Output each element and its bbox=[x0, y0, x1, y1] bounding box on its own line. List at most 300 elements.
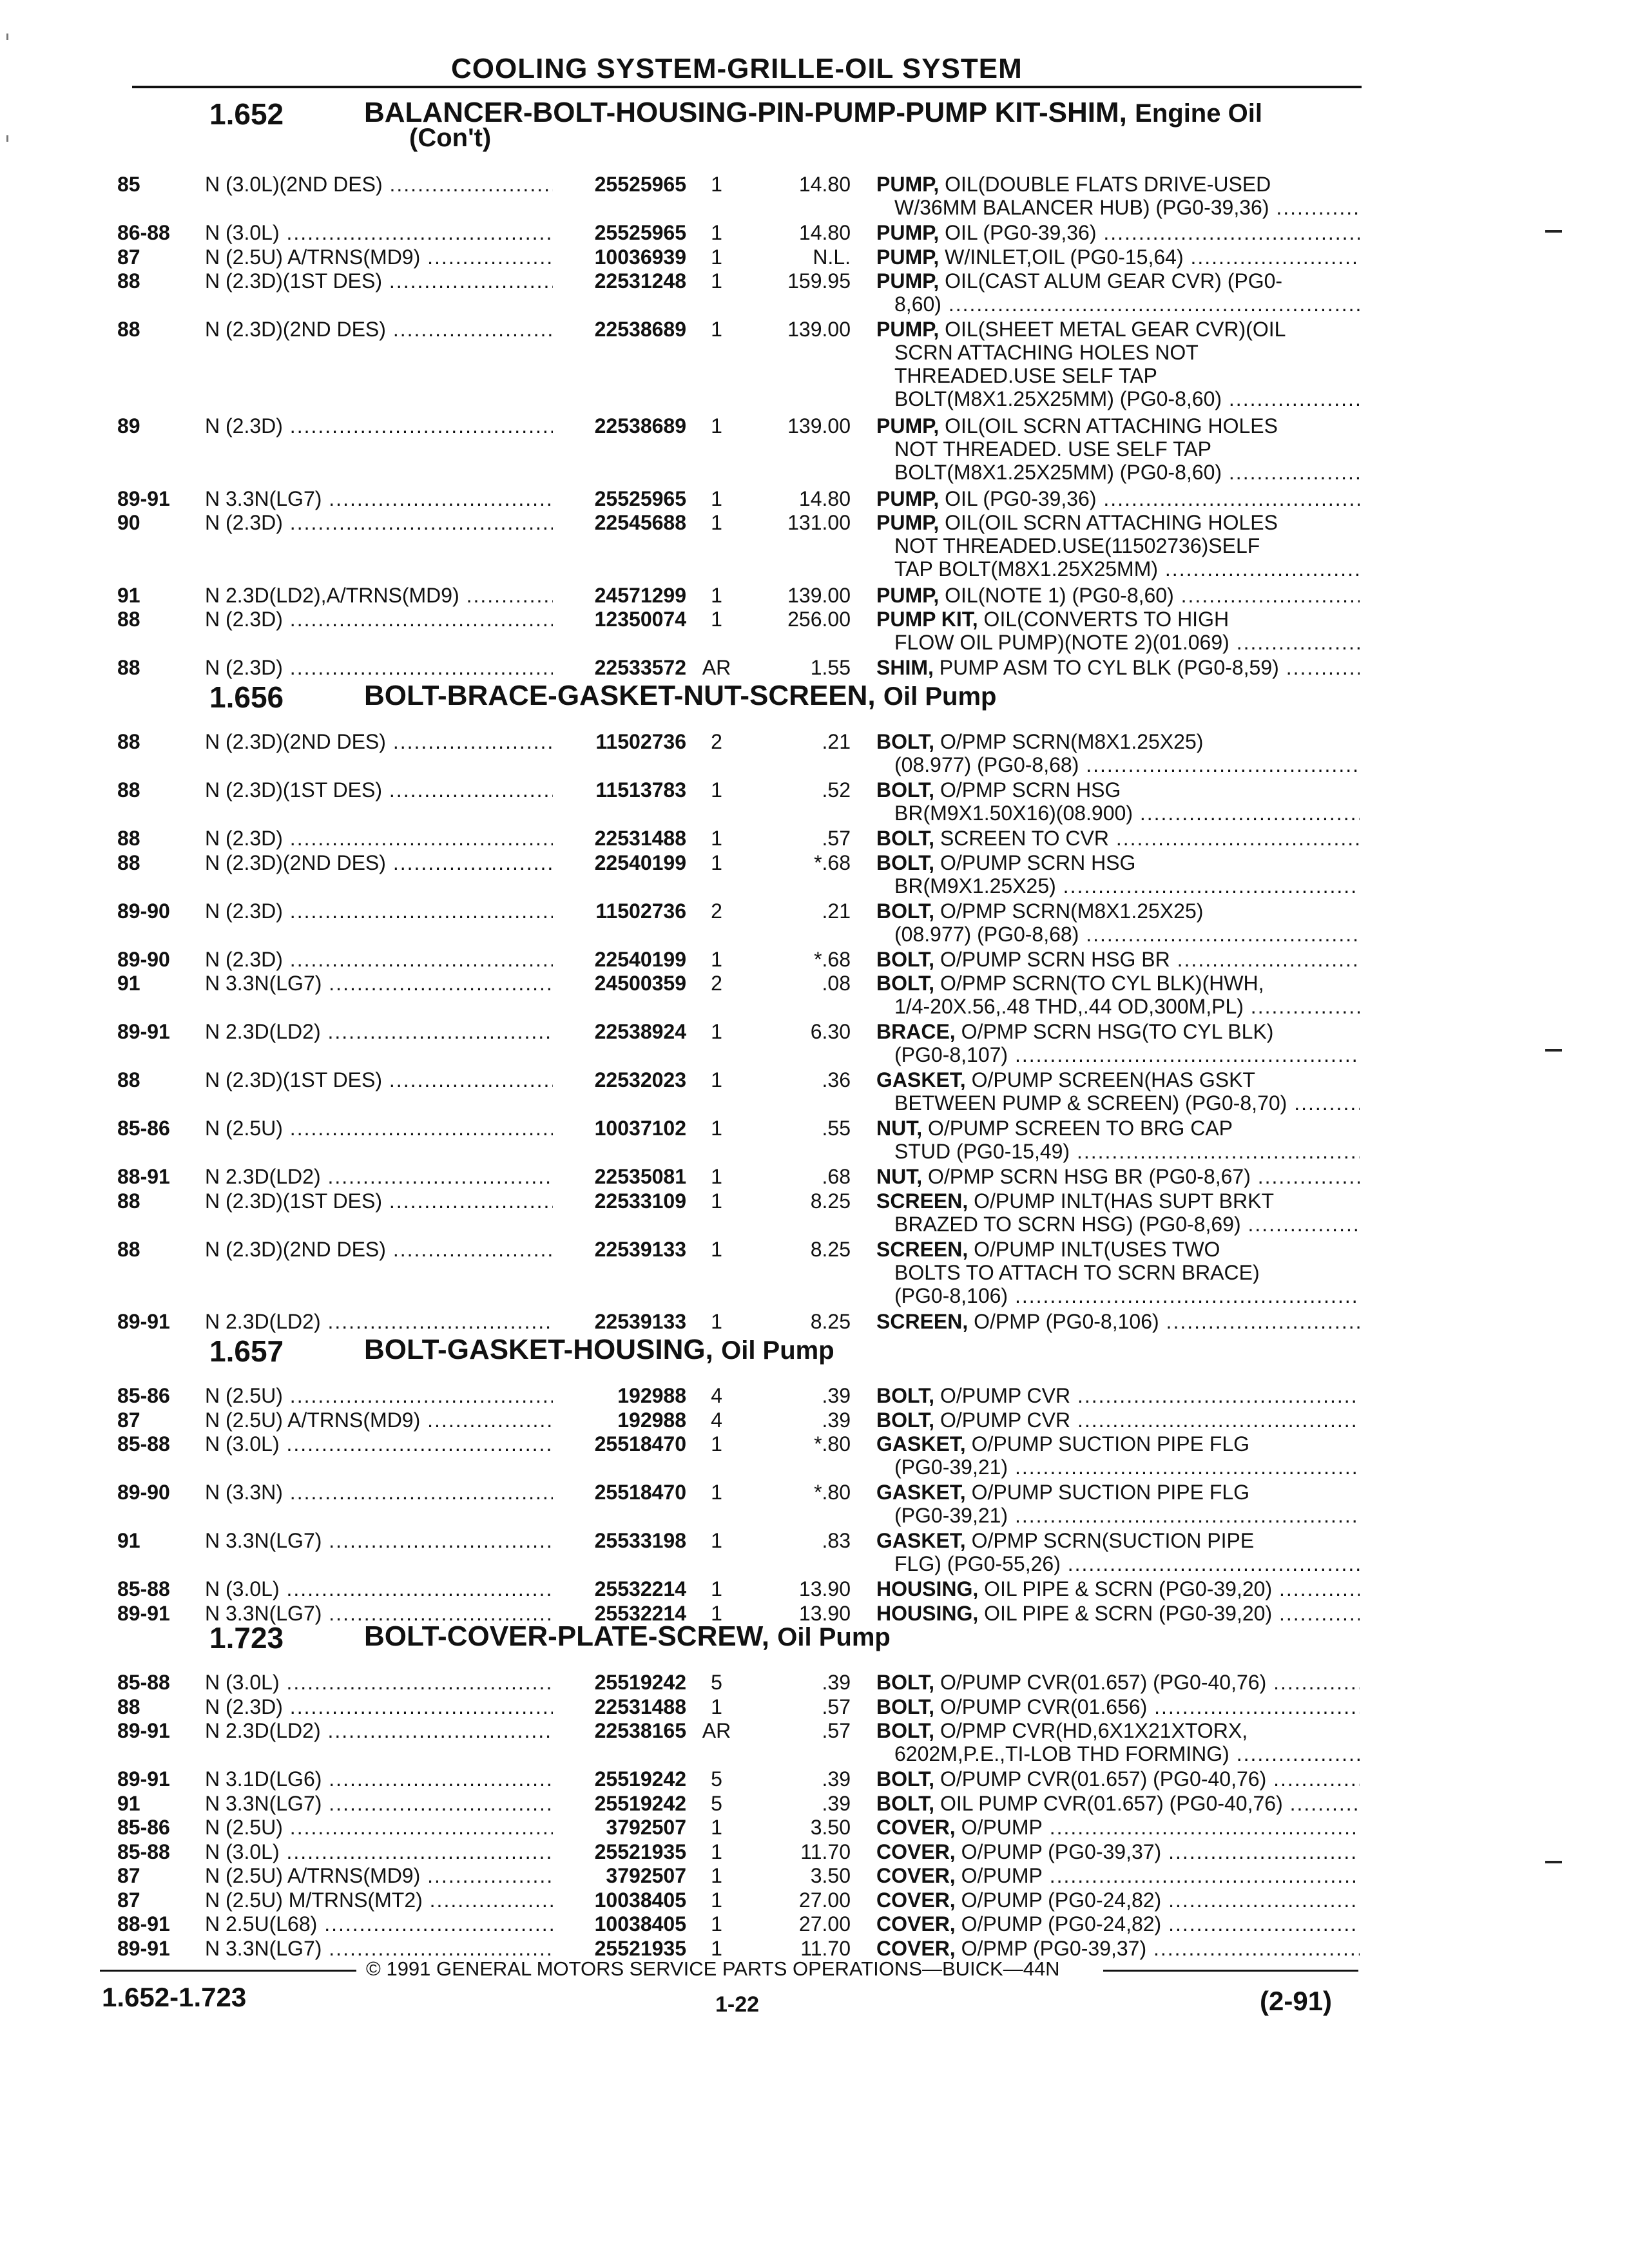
model-year: 87 bbox=[117, 245, 140, 269]
footer-date: (2-91) bbox=[1260, 1986, 1333, 2016]
price: .39 bbox=[822, 1671, 851, 1694]
description bbox=[876, 1529, 1360, 1575]
section-number: 1.723 bbox=[209, 1621, 284, 1655]
part-number: 22533109 bbox=[594, 1189, 686, 1213]
price: 14.80 bbox=[798, 221, 851, 244]
description-text: O/PMP (PG0-39,37) bbox=[961, 1936, 1147, 1960]
quantity: 1 bbox=[711, 1117, 722, 1140]
quantity: 1 bbox=[711, 1189, 722, 1213]
description-line bbox=[876, 778, 1360, 802]
model-year: 88 bbox=[117, 827, 140, 850]
part-name: SCREEN, bbox=[876, 1189, 969, 1213]
price: 8.25 bbox=[810, 1237, 851, 1261]
part-number: 22532023 bbox=[594, 1068, 686, 1091]
quantity: 1 bbox=[711, 1840, 722, 1863]
description bbox=[876, 972, 1360, 1018]
description-text: BR(M9X1.25X25) bbox=[894, 874, 1056, 898]
margin-mark bbox=[1545, 1861, 1562, 1863]
quantity: 1 bbox=[711, 1310, 722, 1333]
description-line bbox=[876, 899, 1360, 923]
description-line bbox=[876, 557, 1360, 581]
description-line bbox=[876, 1068, 1360, 1091]
quantity: 1 bbox=[711, 1695, 722, 1718]
footer-section-range: 1.652-1.723 bbox=[102, 1982, 247, 2012]
model-year: 91 bbox=[117, 1791, 140, 1815]
model-year: 89-91 bbox=[117, 486, 170, 510]
application: N 3.1D(LG6) ..... bbox=[205, 1767, 553, 1791]
price: N.L. bbox=[813, 245, 851, 269]
part-name: PUMP, bbox=[876, 486, 940, 510]
description-line bbox=[876, 414, 1360, 437]
part-number: 22538689 bbox=[594, 414, 686, 437]
description bbox=[876, 1238, 1360, 1307]
description bbox=[876, 1310, 1360, 1333]
part-number: 24571299 bbox=[594, 583, 686, 607]
description-text: TAP BOLT(M8X1.25X25MM) bbox=[894, 557, 1159, 581]
description bbox=[876, 221, 1360, 244]
model-year: 89-90 bbox=[117, 947, 170, 971]
description-text: OIL(OIL SCRN ATTACHING HOLES bbox=[945, 511, 1278, 534]
part-name: PUMP, bbox=[876, 511, 940, 534]
price: .57 bbox=[822, 827, 851, 850]
application: N (2.3D) ..... bbox=[205, 414, 553, 437]
description-line bbox=[876, 995, 1360, 1018]
quantity: 1 bbox=[711, 1936, 722, 1960]
part-number: 25532214 bbox=[594, 1577, 686, 1600]
part-number: 25518470 bbox=[594, 1481, 686, 1504]
part-number: 10036939 bbox=[594, 245, 686, 269]
part-number: 10038405 bbox=[594, 1912, 686, 1936]
description-line bbox=[876, 1189, 1360, 1213]
model-year: 85-88 bbox=[117, 1577, 170, 1600]
model-year: 87 bbox=[117, 1408, 140, 1432]
description-line bbox=[876, 753, 1360, 776]
part-number: 11513783 bbox=[595, 778, 686, 802]
part-name: BOLT, bbox=[876, 778, 935, 802]
part-name: SCREEN, bbox=[876, 1310, 969, 1333]
application: N 3.3N(LG7) ..... bbox=[205, 1529, 553, 1552]
model-year: 88 bbox=[117, 269, 140, 293]
application: N (3.0L) ..... bbox=[205, 1432, 553, 1456]
description-line bbox=[876, 1384, 1360, 1407]
price: 3.50 bbox=[810, 1816, 851, 1839]
price: 1.55 bbox=[810, 656, 851, 679]
part-number: 22533572 bbox=[594, 656, 686, 679]
part-number: 22531248 bbox=[594, 269, 686, 293]
quantity: 1 bbox=[711, 486, 722, 510]
price: 139.00 bbox=[787, 414, 851, 437]
part-number: 25525965 bbox=[594, 221, 686, 244]
scan-speck bbox=[6, 135, 8, 142]
quantity: 1 bbox=[711, 1529, 722, 1552]
description-text: O/PUMP INLT(USES TWO bbox=[974, 1237, 1220, 1261]
description-line bbox=[876, 318, 1360, 341]
model-year: 88 bbox=[117, 1237, 140, 1261]
price: 159.95 bbox=[787, 269, 851, 293]
description-text: (PG0-8,106) bbox=[894, 1283, 1008, 1307]
part-name: BOLT, bbox=[876, 850, 935, 874]
description-line bbox=[876, 173, 1360, 196]
description-text: BOLT(M8X1.25X25MM) (PG0-8,60) bbox=[894, 461, 1222, 484]
part-number: 10038405 bbox=[594, 1888, 686, 1912]
application: N (2.3D)(2ND DES) ..... bbox=[205, 1238, 553, 1261]
application: N (2.3D)(1ST DES) ..... bbox=[205, 1068, 553, 1091]
description-line bbox=[876, 293, 1360, 316]
part-name: GASKET, bbox=[876, 1481, 966, 1504]
quantity: 1 bbox=[711, 608, 722, 631]
footer-rule-left bbox=[100, 1970, 356, 1972]
part-name: PUMP, bbox=[876, 318, 940, 341]
quantity: 1 bbox=[711, 1912, 722, 1936]
quantity: AR bbox=[702, 1719, 731, 1742]
part-name: BOLT, bbox=[876, 1671, 935, 1694]
description bbox=[876, 511, 1360, 581]
model-year: 85-86 bbox=[117, 1117, 170, 1140]
part-name: GASKET, bbox=[876, 1068, 966, 1091]
price: *.68 bbox=[814, 947, 851, 971]
description-text: (PG0-39,21) bbox=[894, 1456, 1008, 1479]
description bbox=[876, 269, 1360, 316]
description-text: O/PUMP CVR(01.657) (PG0-40,76) bbox=[940, 1767, 1267, 1791]
application: N (2.5U) A/TRNS(MD9) ..... bbox=[205, 245, 553, 269]
model-year: 91 bbox=[117, 583, 140, 607]
description-text: OIL(NOTE 1) (PG0-8,60) bbox=[945, 583, 1174, 607]
description bbox=[876, 656, 1360, 679]
model-year: 88 bbox=[117, 608, 140, 631]
description-line bbox=[876, 1408, 1360, 1432]
description bbox=[876, 948, 1360, 971]
footer-page-number: 1-22 bbox=[715, 1992, 760, 2017]
application: N (2.3D) ..... bbox=[205, 656, 553, 679]
description bbox=[876, 584, 1360, 607]
description-line bbox=[876, 1719, 1360, 1742]
part-number: 22540199 bbox=[594, 850, 686, 874]
application: N (2.5U) ..... bbox=[205, 1117, 553, 1140]
part-name: GASKET, bbox=[876, 1529, 966, 1552]
price: 27.00 bbox=[798, 1888, 851, 1912]
description-line bbox=[876, 802, 1360, 825]
price: .21 bbox=[822, 899, 851, 923]
description-line bbox=[876, 827, 1360, 850]
part-name: COVER, bbox=[876, 1936, 956, 1960]
part-name: PUMP, bbox=[876, 245, 940, 269]
application: N (2.5U) A/TRNS(MD9) ..... bbox=[205, 1864, 553, 1887]
description-line bbox=[876, 1767, 1360, 1791]
description-line bbox=[876, 1602, 1360, 1625]
part-name: COVER, bbox=[876, 1912, 956, 1936]
description-line bbox=[876, 631, 1360, 654]
application: N (2.3D)(2ND DES) ..... bbox=[205, 730, 553, 753]
description-line bbox=[876, 972, 1360, 995]
price: 13.90 bbox=[798, 1601, 851, 1625]
description-text: OIL(CONVERTS TO HIGH bbox=[983, 608, 1229, 631]
model-year: 85-86 bbox=[117, 1384, 170, 1407]
part-name: COVER, bbox=[876, 1816, 956, 1839]
part-number: 22545688 bbox=[594, 511, 686, 534]
description-text: O/PUMP bbox=[961, 1864, 1043, 1887]
quantity: 1 bbox=[711, 1237, 722, 1261]
description-line bbox=[876, 1888, 1360, 1912]
part-number: 22539133 bbox=[594, 1310, 686, 1333]
description-line bbox=[876, 584, 1360, 607]
part-number: 25518470 bbox=[594, 1432, 686, 1456]
quantity: 1 bbox=[711, 1068, 722, 1091]
description-line bbox=[876, 245, 1360, 269]
price: 27.00 bbox=[798, 1912, 851, 1936]
part-name: BOLT, bbox=[876, 1767, 935, 1791]
application: N 2.3D(LD2) ..... bbox=[205, 1165, 553, 1188]
description-line bbox=[876, 1481, 1360, 1504]
part-name: PUMP KIT, bbox=[876, 608, 978, 631]
model-year: 85-88 bbox=[117, 1840, 170, 1863]
quantity: 1 bbox=[711, 778, 722, 802]
quantity: 1 bbox=[711, 827, 722, 850]
model-year: 91 bbox=[117, 1529, 140, 1552]
price: .21 bbox=[822, 730, 851, 753]
model-year: 89-91 bbox=[117, 1767, 170, 1791]
model-year: 88 bbox=[117, 1189, 140, 1213]
description-line bbox=[876, 1043, 1360, 1066]
description bbox=[876, 1816, 1360, 1839]
description-text: O/PUMP (PG0-24,82) bbox=[961, 1912, 1162, 1936]
part-number: 11502736 bbox=[595, 730, 686, 753]
part-name: PUMP, bbox=[876, 583, 940, 607]
description bbox=[876, 487, 1360, 510]
application: N 3.3N(LG7) ..... bbox=[205, 1792, 553, 1815]
quantity: AR bbox=[702, 656, 731, 679]
quantity: 4 bbox=[711, 1408, 722, 1432]
quantity: 5 bbox=[711, 1671, 722, 1694]
quantity: 1 bbox=[711, 1864, 722, 1887]
description-line bbox=[876, 1864, 1360, 1887]
section-title bbox=[364, 97, 1262, 129]
price: .68 bbox=[822, 1165, 851, 1188]
model-year: 88 bbox=[117, 778, 140, 802]
price: 11.70 bbox=[800, 1936, 851, 1960]
description-text: THREADED.USE SELF TAP bbox=[894, 364, 1157, 387]
description-text: W/INLET,OIL (PG0-15,64) bbox=[945, 245, 1184, 269]
description bbox=[876, 1384, 1360, 1407]
description bbox=[876, 1719, 1360, 1765]
section-title-main: BALANCER-BOLT-HOUSING-PIN-PUMP-PUMP KIT-SHIM, bbox=[364, 97, 1127, 128]
description-text: O/PMP SCRN HSG(TO CYL BLK) bbox=[961, 1020, 1274, 1043]
description bbox=[876, 1189, 1360, 1236]
description-text: O/PUMP (PG0-39,37) bbox=[961, 1840, 1162, 1863]
model-year: 88 bbox=[117, 318, 140, 341]
description-line bbox=[876, 1284, 1360, 1307]
description-text: BRAZED TO SCRN HSG) (PG0-8,69) bbox=[894, 1212, 1241, 1236]
description-line bbox=[876, 1840, 1360, 1863]
description-line bbox=[876, 534, 1360, 557]
description-text: O/PUMP CVR bbox=[940, 1408, 1071, 1432]
description-text: O/PUMP SCRN HSG BR bbox=[940, 947, 1170, 971]
price: .39 bbox=[822, 1767, 851, 1791]
quantity: 1 bbox=[711, 1165, 722, 1188]
part-name: BOLT, bbox=[876, 947, 935, 971]
part-number: 22538689 bbox=[594, 318, 686, 341]
part-number: 25525965 bbox=[594, 173, 686, 196]
description-text: OIL (PG0-39,36) bbox=[945, 486, 1097, 510]
quantity: 1 bbox=[711, 1816, 722, 1839]
quantity: 2 bbox=[711, 730, 722, 753]
application: N 2.3D(LD2) ..... bbox=[205, 1719, 553, 1742]
application: N 2.3D(LD2) ..... bbox=[205, 1020, 553, 1043]
description-text: O/PUMP SUCTION PIPE FLG bbox=[971, 1481, 1250, 1504]
application: N (3.0L) ..... bbox=[205, 221, 553, 244]
description bbox=[876, 414, 1360, 484]
model-year: 88 bbox=[117, 656, 140, 679]
section-title bbox=[364, 1334, 834, 1366]
description-text: BOLTS TO ATTACH TO SCRN BRACE) bbox=[894, 1260, 1260, 1284]
quantity: 2 bbox=[711, 899, 722, 923]
part-number: 10037102 bbox=[594, 1117, 686, 1140]
price: 256.00 bbox=[787, 608, 851, 631]
section-number: 1.652 bbox=[209, 97, 284, 131]
model-year: 85-86 bbox=[117, 1816, 170, 1839]
description-text: 1/4-20X.56,.48 THD,.44 OD,300M,PL) bbox=[894, 995, 1244, 1018]
description-text: O/PUMP CVR(01.656) bbox=[940, 1695, 1148, 1718]
description-line bbox=[876, 1456, 1360, 1479]
description bbox=[876, 1840, 1360, 1863]
section-title bbox=[364, 1620, 891, 1653]
price: *.80 bbox=[814, 1432, 851, 1456]
description-line bbox=[876, 1695, 1360, 1718]
description-line bbox=[876, 1671, 1360, 1694]
part-name: PUMP, bbox=[876, 414, 940, 437]
description-line bbox=[876, 851, 1360, 874]
description-line bbox=[876, 923, 1360, 946]
price: 14.80 bbox=[798, 173, 851, 196]
part-name: BOLT, bbox=[876, 1695, 935, 1718]
price: .39 bbox=[822, 1384, 851, 1407]
description bbox=[876, 827, 1360, 850]
description-text: OIL PUMP CVR(01.657) (PG0-40,76) bbox=[940, 1791, 1283, 1815]
part-number: 25519242 bbox=[594, 1767, 686, 1791]
description-text: OIL(SHEET METAL GEAR CVR)(OIL bbox=[945, 318, 1286, 341]
model-year: 88-91 bbox=[117, 1912, 170, 1936]
quantity: 1 bbox=[711, 269, 722, 293]
part-name: BOLT, bbox=[876, 1408, 935, 1432]
description-text: BOLT(M8X1.25X25MM) (PG0-8,60) bbox=[894, 387, 1222, 410]
model-year: 90 bbox=[117, 511, 140, 534]
part-number: 25519242 bbox=[594, 1791, 686, 1815]
part-name: SCREEN, bbox=[876, 1237, 969, 1261]
model-year: 88 bbox=[117, 1068, 140, 1091]
description-line bbox=[876, 364, 1360, 387]
part-name: NUT, bbox=[876, 1165, 923, 1188]
description bbox=[876, 778, 1360, 825]
model-year: 86-88 bbox=[117, 221, 170, 244]
model-year: 89-91 bbox=[117, 1601, 170, 1625]
description-text: O/PUMP SCREEN TO BRG CAP bbox=[928, 1117, 1233, 1140]
part-name: BOLT, bbox=[876, 730, 935, 753]
description-line bbox=[876, 608, 1360, 631]
description-line bbox=[876, 221, 1360, 244]
description-text: 8,60) bbox=[894, 293, 941, 316]
footer-rule-right bbox=[1103, 1970, 1358, 1972]
description-line bbox=[876, 1937, 1360, 1960]
application: N (3.0L) ..... bbox=[205, 1671, 553, 1694]
description bbox=[876, 1408, 1360, 1432]
description bbox=[876, 1695, 1360, 1718]
description-line bbox=[876, 948, 1360, 971]
application: N 3.3N(LG7) ..... bbox=[205, 1937, 553, 1960]
part-number: 3792507 bbox=[606, 1864, 686, 1887]
application: N (2.3D) ..... bbox=[205, 511, 553, 534]
scan-speck bbox=[6, 34, 8, 40]
quantity: 1 bbox=[711, 511, 722, 534]
part-number: 24500359 bbox=[594, 972, 686, 995]
description-line bbox=[876, 1091, 1360, 1115]
description-line bbox=[876, 1742, 1360, 1765]
part-name: COVER, bbox=[876, 1840, 956, 1863]
description bbox=[876, 1020, 1360, 1066]
model-year: 85 bbox=[117, 173, 140, 196]
description bbox=[876, 1068, 1360, 1115]
part-number: 25521935 bbox=[594, 1936, 686, 1960]
model-year: 85-88 bbox=[117, 1432, 170, 1456]
description-text: (08.977) (PG0-8,68) bbox=[894, 753, 1079, 776]
description-text: OIL PIPE & SCRN (PG0-39,20) bbox=[984, 1577, 1273, 1600]
part-name: HOUSING, bbox=[876, 1577, 979, 1600]
price: 3.50 bbox=[810, 1864, 851, 1887]
section-number: 1.657 bbox=[209, 1334, 284, 1368]
application: N (2.5U) A/TRNS(MD9) ..... bbox=[205, 1408, 553, 1432]
model-year: 85-88 bbox=[117, 1671, 170, 1694]
application: N 2.3D(LD2) ..... bbox=[205, 1310, 553, 1333]
part-name: PUMP, bbox=[876, 221, 940, 244]
model-year: 89-91 bbox=[117, 1719, 170, 1742]
part-name: BRACE, bbox=[876, 1020, 956, 1043]
description-line bbox=[876, 269, 1360, 293]
application: N (2.3D)(1ST DES) ..... bbox=[205, 269, 553, 293]
price: .08 bbox=[822, 972, 851, 995]
description bbox=[876, 851, 1360, 898]
description-line bbox=[876, 341, 1360, 364]
description bbox=[876, 1937, 1360, 1960]
description-text: O/PMP SCRN HSG bbox=[940, 778, 1121, 802]
part-name: BOLT, bbox=[876, 1791, 935, 1815]
application: N (3.0L)(2ND DES) ..... bbox=[205, 173, 553, 196]
quantity: 1 bbox=[711, 850, 722, 874]
application: N (2.3D)(2ND DES) ..... bbox=[205, 318, 553, 341]
application: N 3.3N(LG7) ..... bbox=[205, 1602, 553, 1625]
description-line bbox=[876, 1529, 1360, 1552]
description-line bbox=[876, 1213, 1360, 1236]
section-title bbox=[364, 680, 996, 712]
description-line bbox=[876, 874, 1360, 898]
model-year: 89-90 bbox=[117, 899, 170, 923]
description-text: (08.977) (PG0-8,68) bbox=[894, 922, 1079, 946]
model-year: 88 bbox=[117, 850, 140, 874]
description-line bbox=[876, 1020, 1360, 1043]
part-number: 22539133 bbox=[594, 1237, 686, 1261]
part-number: 25521935 bbox=[594, 1840, 686, 1863]
description bbox=[876, 1888, 1360, 1912]
application: N (3.3N) ..... bbox=[205, 1481, 553, 1504]
section-number: 1.656 bbox=[209, 680, 284, 714]
quantity: 4 bbox=[711, 1384, 722, 1407]
part-name: BOLT, bbox=[876, 1719, 935, 1742]
part-name: BOLT, bbox=[876, 899, 935, 923]
description-text: SCREEN TO CVR bbox=[940, 827, 1109, 850]
description-line bbox=[876, 487, 1360, 510]
description-line bbox=[876, 437, 1360, 461]
model-year: 88 bbox=[117, 1695, 140, 1718]
description bbox=[876, 1165, 1360, 1188]
part-number: 22531488 bbox=[594, 827, 686, 850]
application: N (2.3D) ..... bbox=[205, 827, 553, 850]
